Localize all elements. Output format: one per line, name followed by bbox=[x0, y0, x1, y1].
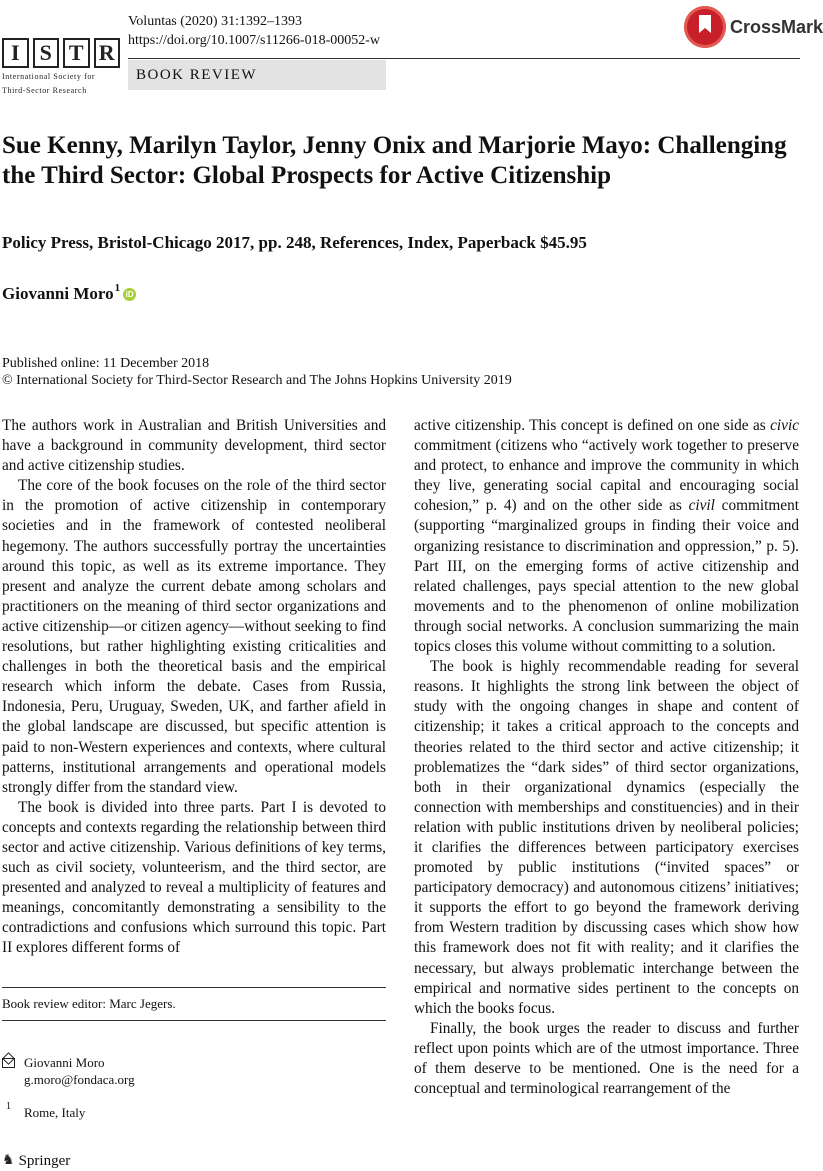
paragraph: The book is highly recommendable reading for several reasons. It highlights the strong link between the object of study with the ongoing changes in shape and content of citizenship; it takes a critical approach to the concepts and theories related to the third sector and active citizenship; it problematizes the “dark sides” of third sector organizations, both in their organizational dynamics (especially the connection with memberships and constituencies) and in their relation with public institutions driven by neoliberal policies; it clarifies the differences between participatory exercises promoted by public institutions (“invited spaces” or participatory democracy) and autonomous citizens’ initiatives; it supports the effort to go beyond the framework deriving from Western tradition by discussing cases which show how this framework does not fit with reality; and it clarifies the necessary, but always problematic interchange between the empirical and normative sides pertinent to the concepts on which the books focus. bbox=[414, 658, 799, 1017]
author-line bbox=[2, 283, 136, 305]
affiliation: Rome, Italy bbox=[24, 1105, 86, 1120]
copyright-line: © International Society for Third-Sector Research and The Johns Hopkins University 2019 bbox=[2, 373, 512, 388]
doi-link[interactable]: https://doi.org/10.1007/s11266-018-00052-w bbox=[128, 33, 380, 48]
logo-subtitle-2: Third-Sector Research bbox=[2, 86, 87, 95]
author-affiliation-marker: 1 bbox=[114, 282, 121, 294]
logo-letter: R bbox=[94, 38, 121, 68]
logo-subtitle-1: International Society for bbox=[2, 72, 96, 81]
affiliation-marker: 1 bbox=[6, 1101, 11, 1112]
logo-letter: I bbox=[2, 38, 29, 68]
crossmark-icon bbox=[684, 6, 726, 48]
envelope-icon bbox=[2, 1058, 15, 1068]
paragraph: active citizenship. This concept is defined on one side as civic commitment (citizens who “actively work together to preserve and protect, to enhance and improve the community in which they live, generating social capital and encouraging social cohesion,” p. 4) and on the other side as civil commitment (supporting “marginalized groups in finding their voice and organizing resistance to discrimination and oppression,” p. 5). Part III, on the emerging forms of active citizenship and related challenges, pays special attention to the new global movements and to the phenomenon of online mobilization through social networks. A conclusion summarizing the main topics closes this volume without committing to a solution. bbox=[414, 417, 799, 656]
section-label: BOOK REVIEW bbox=[136, 67, 258, 83]
emphasis-civil: civil bbox=[688, 497, 715, 515]
publisher-name: Springer bbox=[18, 1153, 71, 1169]
paragraph: Finally, the book urges the reader to discuss and further reflect upon points which are of the utmost importance. Three of them deserve to be mentioned. One is the need for a conceptual and terminological rearrangement of the bbox=[414, 1019, 799, 1098]
body-column-right bbox=[414, 416, 799, 1158]
orcid-icon[interactable]: iD bbox=[123, 288, 136, 301]
published-date: Published online: 11 December 2018 bbox=[2, 356, 210, 371]
author-name: Giovanni Moro bbox=[2, 284, 114, 303]
header-rule bbox=[128, 58, 800, 59]
publication-details: Policy Press, Bristol-Chicago 2017, pp. 248, References, Index, Paperback $45.95 bbox=[2, 233, 587, 252]
footnote-rule bbox=[2, 987, 386, 988]
logo-letter: S bbox=[33, 38, 60, 68]
paragraph: The book is divided into three parts. Part I is devoted to concepts and contexts regarding the relationship between third sector and active citizenship. Various definitions of key terms, such as civil society, volunteerism, and the third sector, are presented and analyzed to reveal a multiplicity of features and meanings, concomitantly demonstrating a sensibility to the contradictions and confusions which surround this topic. Part II explores different forms of bbox=[2, 798, 386, 957]
springer-horse-icon: ♞ bbox=[2, 1153, 15, 1168]
crossmark-label: CrossMark bbox=[730, 16, 823, 37]
footnote-rule bbox=[2, 1020, 386, 1021]
paragraph: The authors work in Australian and British Universities and have a background in community development, third sector and active citizenship studies. bbox=[2, 417, 386, 475]
crossmark-link[interactable] bbox=[684, 6, 823, 48]
journal-citation: Voluntas (2020) 31:1392–1393 bbox=[128, 14, 302, 29]
logo-letter: T bbox=[63, 38, 90, 68]
corresponding-author: Giovanni Moro bbox=[24, 1055, 105, 1070]
author-email[interactable]: g.moro@fondaca.org bbox=[24, 1072, 135, 1087]
istr-logo bbox=[2, 38, 120, 96]
springer-logo bbox=[2, 1152, 70, 1170]
article-title: Sue Kenny, Marilyn Taylor, Jenny Onix and Marjorie Mayo: Challenging the Third Sector: Global Prospects for Active Citizenship bbox=[2, 132, 787, 189]
istr-letters bbox=[2, 38, 120, 68]
review-editor-note: Book review editor: Marc Jegers. bbox=[2, 996, 176, 1011]
emphasis-civic: civic bbox=[770, 417, 799, 434]
paragraph: The core of the book focuses on the role of the third sector in the promotion of active citizenship in contemporary societies and in the framework of contested neoliberal hegemony. The authors successfully portray the uncertainties around this topic, as well as its extreme importance. They present and analyze the current debate among scholars and practitioners on the meaning of third sector organizations and active citizenship—or citizen agency—without seeking to find resolutions, but rather highlighting existing criticalities and challenges in both the theoretical basis and the empirical research which inform the debate. Cases from Russia, Indonesia, Peru, Uruguay, Sweden, UK, and farther afield in the global landscape are discussed, but specific attention is paid to non-Western experiences and contexts, where cultural patterns, institutional arrangements and operational models strongly differ from the standard view. bbox=[2, 477, 386, 796]
body-column-left bbox=[2, 416, 386, 986]
